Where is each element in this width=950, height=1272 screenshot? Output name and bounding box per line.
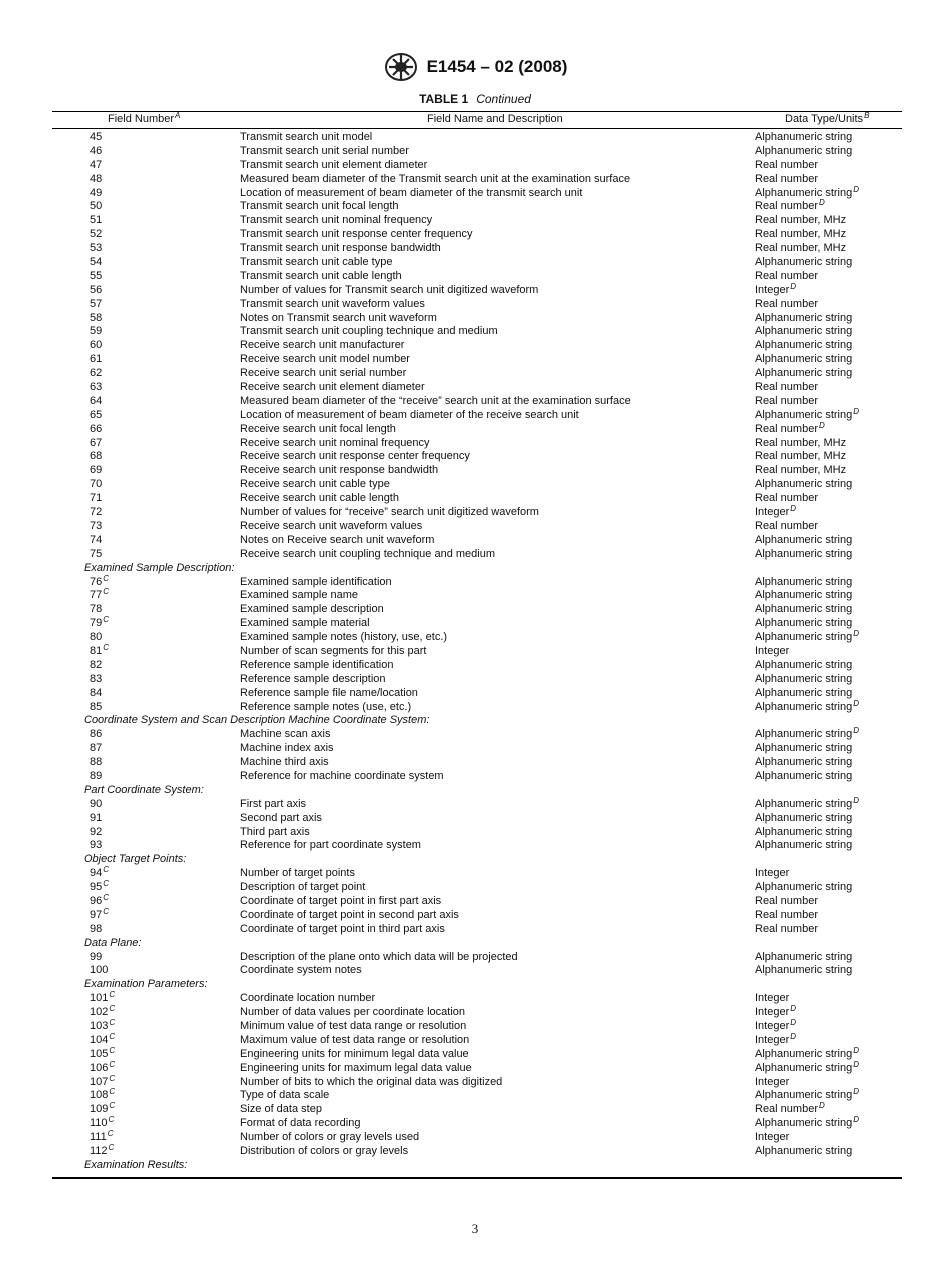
table-row xyxy=(52,1145,902,1159)
field-number: 60 xyxy=(90,339,103,352)
data-type: Alphanumeric string xyxy=(755,144,853,157)
field-description: Location of measurement of beam diameter of the transmit search unit xyxy=(240,186,583,199)
field-description: Receive search unit waveform values xyxy=(240,519,423,532)
field-description: Notes on Receive search unit waveform xyxy=(240,533,435,546)
data-type: Alphanumeric string$^D$ xyxy=(755,795,859,810)
data-type: Alphanumeric string xyxy=(755,756,853,769)
field-number: $103^C$ xyxy=(90,1018,116,1032)
field-number: 71 xyxy=(90,492,103,505)
table-row xyxy=(52,742,902,756)
table-row xyxy=(52,573,902,590)
data-type: Real number$^D$ xyxy=(755,1101,825,1116)
field-number: 74 xyxy=(90,533,103,546)
field-description: Machine scan axis xyxy=(240,728,331,741)
data-type: Real number xyxy=(755,908,818,921)
table-row xyxy=(52,770,902,784)
table-body xyxy=(52,131,902,1173)
field-number: 56 xyxy=(90,283,103,296)
section-heading xyxy=(52,1159,902,1173)
table-row xyxy=(52,687,902,701)
data-type: Alphanumeric string xyxy=(755,325,853,338)
data-type: Real number, MHz xyxy=(755,464,847,477)
data-type: Alphanumeric string xyxy=(755,964,853,977)
table-row xyxy=(52,642,902,659)
field-number: 93 xyxy=(90,839,103,852)
data-type: Integer xyxy=(755,867,790,880)
field-number: 47 xyxy=(90,158,103,171)
table-row xyxy=(52,492,902,506)
field-description: Transmit search unit coupling technique and medium xyxy=(240,325,498,338)
field-number: 83 xyxy=(90,672,103,685)
table-row xyxy=(52,242,902,256)
data-type: Real number xyxy=(755,394,818,407)
field-description: Receive search unit serial number xyxy=(240,367,407,380)
field-description: Transmit search unit cable length xyxy=(240,269,402,282)
field-number: 73 xyxy=(90,519,103,532)
field-description: Receive search unit focal length xyxy=(240,422,396,435)
table-row xyxy=(52,631,902,645)
data-type: Real number xyxy=(755,158,818,171)
field-number: 48 xyxy=(90,172,103,185)
field-description: Format of data recording xyxy=(240,1117,361,1130)
col-header-field-number: Field Number$^A$ xyxy=(108,111,181,125)
table-row xyxy=(52,339,902,353)
field-description: Measured beam diameter of the “receive” search unit at the examination surface xyxy=(240,394,631,407)
field-description: Coordinate of target point in first part axis xyxy=(240,894,442,907)
field-number: $79^C$ xyxy=(90,615,110,630)
field-number: $97^C$ xyxy=(90,906,110,921)
field-description: Receive search unit model number xyxy=(240,353,410,366)
field-description: Receive search unit response bandwidth xyxy=(240,464,439,477)
data-type: Real number$^D$ xyxy=(755,420,825,435)
field-description: Receive search unit cable type xyxy=(240,478,390,491)
field-number: 91 xyxy=(90,811,103,824)
table-row xyxy=(52,420,902,437)
data-type: Alphanumeric string xyxy=(755,311,853,324)
field-number: 78 xyxy=(90,603,103,616)
section-heading-label: Part Coordinate System: xyxy=(84,783,204,796)
data-type: Real number xyxy=(755,381,818,394)
data-type: Alphanumeric string xyxy=(755,742,853,755)
section-heading xyxy=(52,714,902,728)
field-number: $109^C$ xyxy=(90,1101,116,1116)
field-number: 46 xyxy=(90,144,103,157)
field-number: 87 xyxy=(90,742,103,755)
table-row xyxy=(52,617,902,631)
section-heading xyxy=(52,978,902,992)
data-type: Alphanumeric string xyxy=(755,256,853,269)
data-type: Alphanumeric string xyxy=(755,658,853,671)
data-type: Alphanumeric string xyxy=(755,353,853,366)
data-type: Integer$^D$ xyxy=(755,1018,797,1032)
field-number: 72 xyxy=(90,506,103,519)
data-type: Alphanumeric string xyxy=(755,575,853,588)
field-description: Receive search unit element diameter xyxy=(240,381,425,394)
table-row xyxy=(52,464,902,478)
field-description: Examined sample description xyxy=(240,603,384,616)
document-designation: E1454 – 02 (2008) xyxy=(426,57,568,76)
field-number: $110^C$ xyxy=(90,1115,115,1130)
table-row xyxy=(52,159,902,173)
section-heading xyxy=(52,853,902,867)
field-number: 64 xyxy=(90,394,103,407)
field-description: Transmit search unit nominal frequency xyxy=(240,214,433,227)
field-description: Minimum value of test data range or resolution xyxy=(240,1020,467,1032)
table-row xyxy=(52,906,902,923)
field-number: 98 xyxy=(90,922,103,935)
table-row xyxy=(52,228,902,242)
table-row xyxy=(52,603,902,617)
table-row xyxy=(52,756,902,770)
table-row xyxy=(52,698,902,715)
field-description: Examined sample name xyxy=(240,589,359,602)
section-heading xyxy=(52,562,902,576)
table-row xyxy=(52,1131,902,1145)
data-type: Alphanumeric string xyxy=(755,672,853,685)
table-caption xyxy=(0,92,950,106)
field-number: $95^C$ xyxy=(90,879,110,894)
field-number: $77^C$ xyxy=(90,587,110,602)
table-row xyxy=(52,534,902,548)
data-type: Integer xyxy=(755,1131,790,1144)
data-type: Alphanumeric string$^D$ xyxy=(755,1045,859,1060)
field-description: Coordinate of target point in second part axis xyxy=(240,908,459,921)
data-type: Alphanumeric string xyxy=(755,881,853,894)
table-row xyxy=(52,1073,902,1090)
table-row xyxy=(52,812,902,826)
table-row xyxy=(52,367,902,381)
field-number: 99 xyxy=(90,950,103,963)
field-description: Examined sample notes (history, use, etc.) xyxy=(240,631,448,644)
table-row xyxy=(52,256,902,270)
table-row xyxy=(52,992,902,1006)
field-description: Maximum value of test data range or resolution xyxy=(240,1033,470,1046)
table-row xyxy=(52,312,902,326)
field-number: 50 xyxy=(90,200,103,213)
astm-logo-icon xyxy=(383,52,419,82)
table-row xyxy=(52,1020,902,1034)
field-number: $94^C$ xyxy=(90,865,110,880)
table-header-rule xyxy=(52,128,902,129)
field-description: Receive search unit response center frequency xyxy=(240,450,470,463)
field-description: Coordinate location number xyxy=(240,992,376,1005)
field-description: Transmit search unit focal length xyxy=(240,200,399,213)
data-type: Alphanumeric string$^D$ xyxy=(755,1059,859,1074)
table-row xyxy=(52,395,902,409)
field-number: 85 xyxy=(90,700,103,713)
field-description: Second part axis xyxy=(240,811,322,824)
field-number: 59 xyxy=(90,325,103,338)
table-row xyxy=(52,381,902,395)
field-number: 58 xyxy=(90,311,103,324)
field-number: 57 xyxy=(90,297,103,310)
data-type: Alphanumeric string xyxy=(755,547,853,560)
col-header-field-name: Field Name and Description xyxy=(427,113,563,125)
field-description: Transmit search unit cable type xyxy=(240,256,393,269)
field-number: 66 xyxy=(90,422,103,435)
field-description: Number of scan segments for this part xyxy=(240,644,427,657)
data-type: Alphanumeric string xyxy=(755,811,853,824)
field-description: Receive search unit coupling technique and medium xyxy=(240,547,495,560)
data-type: Alphanumeric string xyxy=(755,131,853,143)
table-row xyxy=(52,506,902,520)
data-type: Real number xyxy=(755,269,818,282)
field-description: Receive search unit nominal frequency xyxy=(240,436,430,449)
table-row xyxy=(52,200,902,214)
field-description: Receive search unit cable length xyxy=(240,492,399,505)
table-row xyxy=(52,270,902,284)
table-row xyxy=(52,298,902,312)
field-description: Reference for machine coordinate system xyxy=(240,769,444,782)
data-type: Alphanumeric string$^D$ xyxy=(755,698,859,713)
data-type: Integer$^D$ xyxy=(755,504,797,519)
data-type: Integer$^D$ xyxy=(755,281,797,296)
field-description: Distribution of colors or gray levels xyxy=(240,1145,409,1158)
field-number: 100 xyxy=(90,964,109,977)
table-row xyxy=(52,673,902,687)
field-number: 90 xyxy=(90,797,103,810)
table-row xyxy=(52,1059,902,1076)
field-number: $106^C$ xyxy=(90,1059,116,1074)
field-number: $104^C$ xyxy=(90,1031,116,1046)
field-number: 53 xyxy=(90,242,103,255)
field-description: Engineering units for maximum legal data value xyxy=(240,1061,472,1074)
data-type: Integer$^D$ xyxy=(755,1031,797,1046)
data-type: Alphanumeric string xyxy=(755,950,853,963)
field-number: 82 xyxy=(90,658,103,671)
data-type: Integer$^D$ xyxy=(755,1004,797,1019)
data-type: Integer xyxy=(755,1075,790,1088)
field-number: 75 xyxy=(90,547,103,560)
table-row xyxy=(52,184,902,201)
field-number: $107^C$ xyxy=(90,1073,116,1088)
table-row xyxy=(52,353,902,367)
data-type: Alphanumeric string$^D$ xyxy=(755,184,859,199)
data-type: Real number, MHz xyxy=(755,436,847,449)
table-row xyxy=(52,548,902,562)
data-type: Real number xyxy=(755,922,818,935)
data-type: Alphanumeric string xyxy=(755,839,853,852)
data-type: Integer xyxy=(755,644,790,657)
field-description: Number of bits to which the original data was digitized xyxy=(240,1075,503,1088)
table-row xyxy=(52,450,902,464)
col-header-data-type: Data Type/Units$^B$ xyxy=(785,111,870,125)
table-row xyxy=(52,406,902,423)
table-row xyxy=(52,1103,902,1117)
section-heading xyxy=(52,784,902,798)
data-type: Alphanumeric string xyxy=(755,617,853,630)
table-row xyxy=(52,1117,902,1131)
table-row xyxy=(52,145,902,159)
section-heading-label: Examined Sample Description: xyxy=(84,561,235,574)
field-number: $76^C$ xyxy=(90,573,110,588)
field-description: Examined sample identification xyxy=(240,575,392,588)
field-description: Machine index axis xyxy=(240,742,334,755)
table-row xyxy=(52,881,902,895)
data-type: Real number xyxy=(755,492,818,505)
data-type: Alphanumeric string$^D$ xyxy=(755,726,859,741)
field-description: Measured beam diameter of the Transmit search unit at the examination surface xyxy=(240,172,631,185)
data-type: Integer xyxy=(755,992,790,1005)
table-row xyxy=(52,826,902,840)
field-description: Transmit search unit serial number xyxy=(240,144,409,157)
table-row xyxy=(52,325,902,339)
field-description: Reference sample identification xyxy=(240,658,394,671)
table-number: TABLE 1 xyxy=(419,92,469,106)
field-description: Notes on Transmit search unit waveform xyxy=(240,311,437,324)
field-description: Size of data step xyxy=(240,1103,322,1116)
section-heading-label: Coordinate System and Scan Description Machine Coordinate System: xyxy=(84,714,430,727)
field-number: 70 xyxy=(90,478,103,491)
data-type: Real number xyxy=(755,519,818,532)
data-type: Real number xyxy=(755,894,818,907)
field-description: First part axis xyxy=(240,797,307,810)
table-row xyxy=(52,951,902,965)
field-number: 69 xyxy=(90,464,103,477)
table-continued: Continued xyxy=(476,92,531,106)
data-type: Alphanumeric string$^D$ xyxy=(755,1115,859,1130)
field-number: 55 xyxy=(90,269,103,282)
field-description: Third part axis xyxy=(240,825,310,838)
table-row xyxy=(52,214,902,228)
field-number: 49 xyxy=(90,186,103,199)
data-type: Real number xyxy=(755,172,818,185)
table-row xyxy=(52,1045,902,1062)
field-number: $96^C$ xyxy=(90,892,110,907)
section-heading-label: Data Plane: xyxy=(84,936,142,949)
data-type: Alphanumeric string xyxy=(755,589,853,602)
table-row xyxy=(52,1031,902,1048)
data-type: Alphanumeric string$^D$ xyxy=(755,629,859,644)
field-number: 68 xyxy=(90,450,103,463)
field-number: 67 xyxy=(90,436,103,449)
table-row xyxy=(52,964,902,978)
table-row xyxy=(52,1089,902,1103)
table-row xyxy=(52,1006,902,1020)
data-type: Alphanumeric string xyxy=(755,603,853,616)
field-description: Location of measurement of beam diameter of the receive search unit xyxy=(240,408,579,421)
data-type: Real number, MHz xyxy=(755,242,847,255)
table-row xyxy=(52,281,902,298)
field-number: 62 xyxy=(90,367,103,380)
table-row xyxy=(52,839,902,853)
field-number: 89 xyxy=(90,769,103,782)
table-row xyxy=(52,795,902,812)
field-description: Number of values for Transmit search unit digitized waveform xyxy=(240,283,539,296)
field-description: Coordinate system notes xyxy=(240,964,362,977)
table-row xyxy=(52,659,902,673)
field-description: Reference sample notes (use, etc.) xyxy=(240,700,412,713)
data-type: Alphanumeric string xyxy=(755,367,853,380)
table-row xyxy=(52,867,902,881)
data-type: Alphanumeric string xyxy=(755,825,853,838)
data-type: Alphanumeric string xyxy=(755,533,853,546)
section-heading-label: Examination Parameters: xyxy=(84,978,208,991)
field-description: Examined sample material xyxy=(240,617,370,630)
table-row xyxy=(52,131,902,145)
table-row xyxy=(52,923,902,937)
data-type: Alphanumeric string$^D$ xyxy=(755,1087,859,1102)
field-number: 65 xyxy=(90,408,103,421)
table-row xyxy=(52,173,902,187)
field-number: $112^C$ xyxy=(90,1143,115,1158)
field-number: $105^C$ xyxy=(90,1045,116,1060)
field-description: Transmit search unit model xyxy=(240,131,373,143)
data-type: Alphanumeric string xyxy=(755,686,853,699)
section-heading-label: Examination Results: xyxy=(84,1158,188,1171)
data-type: Alphanumeric string$^D$ xyxy=(755,406,859,421)
field-number: $101^C$ xyxy=(90,990,116,1005)
data-type: Alphanumeric string xyxy=(755,478,853,491)
field-number: $81^C$ xyxy=(90,642,110,657)
table-bottom-rule xyxy=(52,1177,902,1179)
field-number: 54 xyxy=(90,256,103,269)
field-description: Number of values for “receive” search unit digitized waveform xyxy=(240,506,539,519)
field-number: $111^C$ xyxy=(90,1129,114,1144)
field-number: 84 xyxy=(90,686,103,699)
field-number: 88 xyxy=(90,756,103,769)
field-description: Type of data scale xyxy=(240,1089,330,1102)
data-type: Alphanumeric string xyxy=(755,769,853,782)
field-description: Machine third axis xyxy=(240,756,329,769)
field-number: $102^C$ xyxy=(90,1004,116,1019)
page-header xyxy=(0,52,950,82)
table-row xyxy=(52,437,902,451)
field-description: Transmit search unit response bandwidth xyxy=(240,242,441,255)
field-number: 80 xyxy=(90,631,103,644)
field-number: 86 xyxy=(90,728,103,741)
section-heading xyxy=(52,937,902,951)
data-type: Real number, MHz xyxy=(755,214,847,227)
field-number: 51 xyxy=(90,214,103,227)
table-row xyxy=(52,520,902,534)
field-description: Number of colors or gray levels used xyxy=(240,1131,420,1144)
field-description: Receive search unit manufacturer xyxy=(240,339,405,352)
table-row xyxy=(52,728,902,742)
field-description: Number of target points xyxy=(240,867,355,880)
field-description: Description of target point xyxy=(240,881,366,894)
data-type: Real number$^D$ xyxy=(755,198,825,213)
data-type: Real number xyxy=(755,297,818,310)
data-type: Real number, MHz xyxy=(755,450,847,463)
table-row xyxy=(52,589,902,603)
table-row xyxy=(52,892,902,909)
field-description: Transmit search unit response center frequency xyxy=(240,228,473,241)
field-number: 52 xyxy=(90,228,103,241)
page-number: 3 xyxy=(471,1221,479,1236)
section-heading-label: Object Target Points: xyxy=(84,853,187,866)
field-number: 61 xyxy=(90,353,103,366)
field-description: Reference for part coordinate system xyxy=(240,839,421,852)
table-row xyxy=(52,478,902,492)
field-description: Transmit search unit waveform values xyxy=(240,297,425,310)
field-number: 63 xyxy=(90,381,103,394)
field-number: $108^C$ xyxy=(90,1087,116,1102)
field-description: Coordinate of target point in third part axis xyxy=(240,922,445,935)
data-type: Alphanumeric string xyxy=(755,1145,853,1158)
data-type: Alphanumeric string xyxy=(755,339,853,352)
field-description: Reference sample file name/location xyxy=(240,686,418,699)
field-description: Reference sample description xyxy=(240,672,386,685)
field-description: Number of data values per coordinate location xyxy=(240,1006,466,1019)
field-description: Transmit search unit element diameter xyxy=(240,158,428,171)
field-description: Description of the plane onto which data will be projected xyxy=(240,950,518,963)
data-type: Real number, MHz xyxy=(755,228,847,241)
field-description: Engineering units for minimum legal data value xyxy=(240,1047,469,1060)
field-number: 92 xyxy=(90,825,103,838)
field-number: 45 xyxy=(90,131,103,143)
